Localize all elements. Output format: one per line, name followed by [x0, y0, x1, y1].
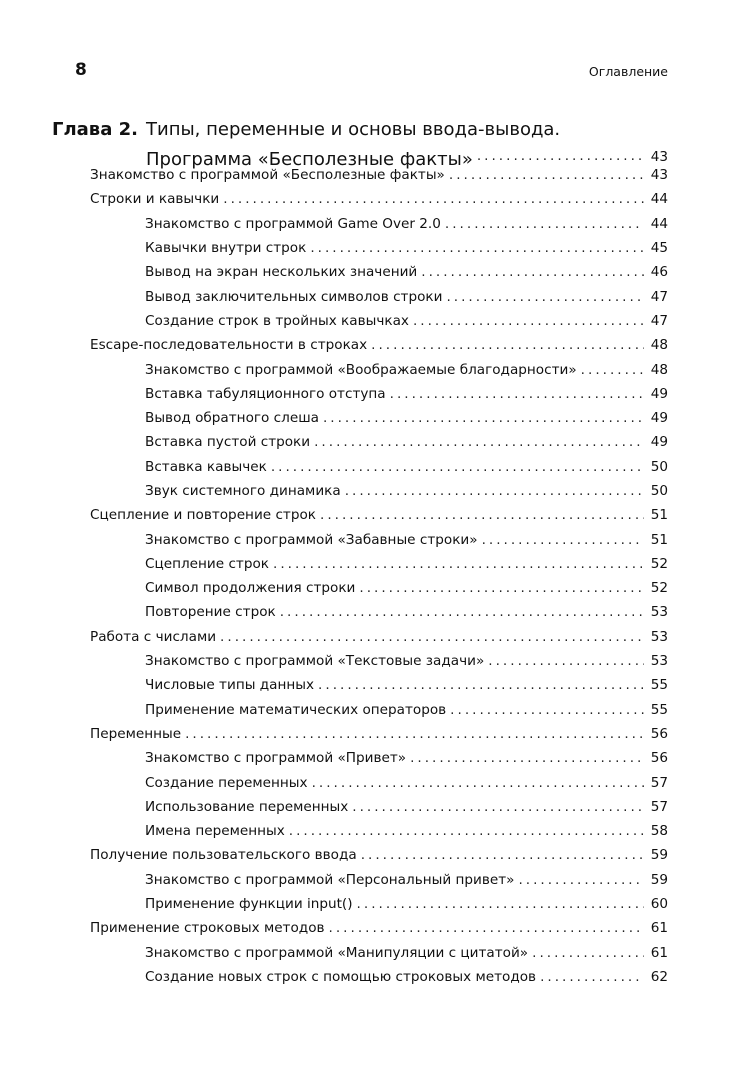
- dot-leader: [320, 507, 644, 523]
- toc-entry[interactable]: [0, 600, 750, 624]
- toc-entry-page: 48: [650, 361, 668, 378]
- chapter-title-line1: Типы, переменные и основы ввода-вывода.: [146, 119, 561, 140]
- toc-entry-page: 44: [650, 191, 668, 208]
- toc-entry-title: Вывод на экран нескольких значений: [145, 264, 418, 281]
- toc-entry-title: Знакомство с программой «Воображаемые благодарности»: [145, 361, 577, 378]
- dot-leader: [413, 313, 644, 329]
- toc-entry-page: 43: [650, 167, 668, 184]
- toc-entry-page: 62: [650, 968, 668, 985]
- toc-entry-title: Знакомство с программой «Текстовые задачи»: [145, 653, 485, 670]
- toc-entry[interactable]: [0, 260, 750, 284]
- toc-entry-page: 47: [650, 288, 668, 305]
- toc-entry-page: 58: [650, 823, 668, 840]
- toc-entry[interactable]: [0, 916, 750, 940]
- dot-leader: [482, 532, 644, 548]
- toc-entry-page: 44: [650, 215, 668, 232]
- toc-entry[interactable]: [0, 770, 750, 794]
- toc-entry-title: Символ продолжения строки: [145, 580, 356, 597]
- toc-entry-title: Знакомство с программой «Забавные строки»: [145, 531, 478, 548]
- chapter-label: Глава 2.: [52, 119, 138, 140]
- toc-entry[interactable]: [0, 965, 750, 989]
- toc-entry[interactable]: [0, 843, 750, 867]
- toc-entry-title: Имена переменных: [145, 823, 285, 840]
- toc-entry-page: 52: [650, 555, 668, 572]
- toc-entry[interactable]: [0, 576, 750, 600]
- toc-entry[interactable]: [0, 236, 750, 260]
- toc-entry-title: Вставка табуляционного отступа: [145, 385, 386, 402]
- chapter-page: 43: [650, 149, 668, 165]
- toc-entry-title: Применение функции input(): [145, 896, 353, 913]
- toc-entry-title: Знакомство с программой «Привет»: [145, 750, 407, 767]
- toc-entry-title: Строки и кавычки: [90, 191, 220, 208]
- toc-entry-page: 45: [650, 240, 668, 257]
- toc-entry[interactable]: [0, 455, 750, 479]
- toc-entry-title: Создание строк в тройных кавычках: [145, 312, 409, 329]
- toc-entry[interactable]: [0, 187, 750, 211]
- dot-leader: [446, 289, 644, 305]
- dot-leader: [581, 362, 644, 378]
- dot-leader: [273, 556, 644, 572]
- toc-entry-page: 57: [650, 774, 668, 791]
- toc-entry-title: Создание переменных: [145, 774, 308, 791]
- toc-entry-title: Получение пользовательского ввода: [90, 847, 357, 864]
- dot-leader: [540, 969, 644, 985]
- toc-entry-page: 48: [650, 337, 668, 354]
- toc-entry-page: 55: [650, 677, 668, 694]
- toc-entry[interactable]: [0, 819, 750, 843]
- toc-entry-title: Переменные: [90, 725, 182, 742]
- page-header: [0, 60, 750, 86]
- toc-entry[interactable]: [0, 357, 750, 381]
- dot-leader: [359, 580, 644, 596]
- toc-entry-page: 49: [650, 410, 668, 427]
- toc-entry-title: Кавычки внутри строк: [145, 240, 307, 257]
- dot-leader: [390, 386, 644, 402]
- dot-leader: [371, 337, 644, 353]
- toc-entry-title: Создание новых строк с помощью строковых методов: [145, 968, 537, 985]
- toc-entry[interactable]: [0, 163, 750, 187]
- running-title: Оглавление: [588, 64, 668, 79]
- toc-entry-title: Знакомство с программой «Персональный привет»: [145, 871, 515, 888]
- toc-entry-title: Знакомство с программой Game Over 2.0: [145, 215, 441, 232]
- toc-entry[interactable]: [0, 673, 750, 697]
- toc-entry[interactable]: [0, 746, 750, 770]
- toc-entry-page: 56: [650, 750, 668, 767]
- dot-leader: [488, 653, 644, 669]
- dot-leader: [357, 896, 644, 912]
- toc-entry-page: 56: [650, 725, 668, 742]
- dot-leader: [410, 750, 644, 766]
- toc-entry[interactable]: [0, 527, 750, 551]
- toc-entry-title: Вывод заключительных символов строки: [145, 288, 443, 305]
- toc-entry[interactable]: [0, 722, 750, 746]
- dot-leader: [345, 483, 644, 499]
- toc-entry[interactable]: [0, 430, 750, 454]
- toc-entry[interactable]: [0, 698, 750, 722]
- toc-entry-page: 53: [650, 653, 668, 670]
- dot-leader: [271, 459, 644, 475]
- dot-leader: [518, 872, 644, 888]
- toc-entry-title: Сцепление и повторение строк: [90, 507, 317, 524]
- toc-entry[interactable]: [0, 382, 750, 406]
- dot-leader: [445, 216, 644, 232]
- dot-leader: [352, 799, 644, 815]
- chapter-title-line2: Программа «Бесполезные факты»: [146, 149, 473, 170]
- dot-leader: [532, 945, 644, 961]
- toc-entry[interactable]: [0, 868, 750, 892]
- dot-leader: [449, 167, 644, 183]
- toc-entry[interactable]: [0, 406, 750, 430]
- toc-entry-title: Escape-последовательности в строках: [90, 337, 368, 354]
- toc-entry-page: 53: [650, 628, 668, 645]
- toc-entry-title: Звук системного динамика: [145, 483, 341, 499]
- dot-leader: [421, 264, 644, 280]
- toc-entry-page: 61: [650, 944, 668, 961]
- toc-entry-title: Числовые типы данных: [145, 677, 315, 694]
- toc-entry-page: 46: [650, 264, 668, 281]
- dot-leader: [318, 677, 644, 693]
- dot-leader: [289, 823, 644, 839]
- toc-entry-page: 51: [650, 507, 668, 524]
- toc-entry-title: Сцепление строк: [145, 555, 270, 572]
- toc-entry[interactable]: [0, 892, 750, 916]
- dot-leader: [223, 191, 644, 207]
- toc-entry-title: Повторение строк: [145, 604, 276, 621]
- toc-entry-title: Знакомство с программой «Манипуляции с цитатой»: [145, 944, 529, 961]
- dot-leader: [185, 726, 644, 742]
- toc-entry-title: Применение математических операторов: [145, 701, 447, 718]
- dot-leader: [329, 920, 644, 936]
- dot-leader: [450, 702, 644, 718]
- toc-entry[interactable]: [0, 649, 750, 673]
- toc-entry[interactable]: [0, 284, 750, 308]
- toc-entry-page: 47: [650, 312, 668, 329]
- toc-entry-page: 59: [650, 871, 668, 888]
- dot-leader: [310, 240, 644, 256]
- dot-leader: [361, 847, 644, 863]
- toc-entry-page: 50: [650, 458, 668, 475]
- toc-entry[interactable]: [0, 941, 750, 965]
- dot-leader: [312, 775, 644, 791]
- toc-entry-title: Работа с числами: [90, 628, 217, 645]
- dot-leader: [314, 434, 644, 450]
- toc-entry-title: Вставка кавычек: [145, 458, 267, 475]
- dot-leader: [280, 604, 644, 620]
- toc-entry-page: 57: [650, 798, 668, 815]
- toc-entry-page: 51: [650, 531, 668, 548]
- toc-entry[interactable]: [0, 795, 750, 819]
- toc-entry-title: Вывод обратного слеша: [145, 410, 319, 427]
- toc-list: [0, 163, 750, 989]
- toc-entry[interactable]: [0, 503, 750, 527]
- dot-leader: [323, 410, 644, 426]
- toc-entry-page: 53: [650, 604, 668, 621]
- toc-entry-title: Использование переменных: [145, 798, 349, 815]
- toc-entry-title: Знакомство с программой «Бесполезные факты»: [90, 167, 445, 184]
- toc-entry-title: Вставка пустой строки: [145, 434, 311, 451]
- toc-entry[interactable]: [0, 625, 750, 649]
- toc-entry-page: 60: [650, 896, 668, 913]
- toc-entry[interactable]: [0, 212, 750, 236]
- toc-entry-page: 50: [650, 483, 668, 499]
- toc-entry[interactable]: [0, 333, 750, 357]
- toc-entry[interactable]: [0, 552, 750, 576]
- toc-entry-page: 55: [650, 701, 668, 718]
- toc-entry-page: 49: [650, 385, 668, 402]
- toc-entry-page: 61: [650, 920, 668, 937]
- toc-entry[interactable]: [0, 309, 750, 333]
- dot-leader: [220, 629, 644, 645]
- toc-entry-title: Применение строковых методов: [90, 920, 325, 937]
- page-number: 8: [75, 60, 87, 80]
- toc-entry-page: 59: [650, 847, 668, 864]
- toc-entry[interactable]: [0, 479, 750, 503]
- toc-entry-page: 52: [650, 580, 668, 597]
- toc-entry-page: 49: [650, 434, 668, 451]
